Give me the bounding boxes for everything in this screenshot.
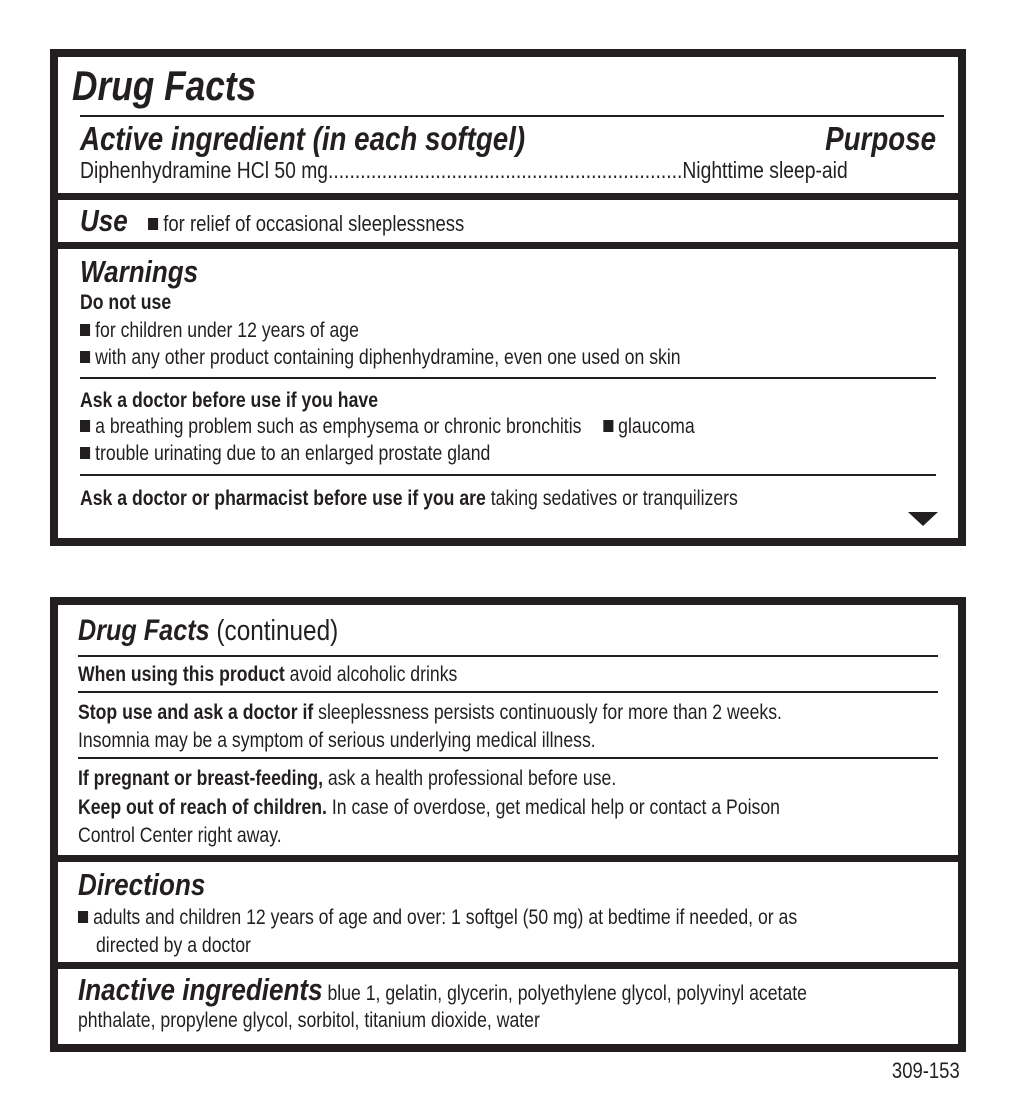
inactive-ingredients-line-2: phthalate, propylene glycol, sorbitol, titanium dioxide, water	[78, 1009, 540, 1032]
do-not-use-item: with any other product containing diphenhydramine, even one used on skin	[80, 344, 681, 371]
continued-arrow-icon	[908, 512, 938, 526]
lot-number: 309-153	[892, 1058, 960, 1083]
purpose-heading: Purpose	[825, 120, 936, 157]
do-not-use-heading: Do not use	[80, 291, 172, 314]
when-using-line: When using this product avoid alcoholic drinks	[78, 663, 458, 686]
section-divider	[80, 377, 936, 379]
section-divider	[80, 474, 936, 476]
drug-facts-continued-title: Drug Facts (continued)	[78, 614, 339, 647]
inactive-ingredients-line: Inactive ingredients blue 1, gelatin, glycerin, polyethylene glycol, polyvinyl acetate	[78, 972, 807, 1007]
directions-item: adults and children 12 years of age and over: 1 softgel (50 mg) at bedtime if needed, or as	[78, 904, 797, 931]
bullet-icon	[148, 218, 158, 230]
bullet-icon	[80, 351, 90, 363]
ask-doctor-item: trouble urinating due to an enlarged prostate gland	[80, 440, 490, 467]
bullet-icon	[78, 911, 88, 923]
drug-facts-title: Drug Facts	[72, 62, 257, 109]
warnings-heading: Warnings	[80, 254, 199, 289]
stop-use-line-2: Insomnia may be a symptom of serious underlying medical illness.	[78, 729, 596, 752]
do-not-use-item: for children under 12 years of age	[80, 317, 359, 344]
keep-out-line-2: Control Center right away.	[78, 824, 282, 847]
use-heading: Use	[80, 203, 128, 238]
use-text: for relief of occasional sleeplessness	[163, 211, 465, 236]
directions-heading: Directions	[78, 867, 206, 902]
ask-doctor-heading: Ask a doctor before use if you have	[80, 389, 379, 412]
directions-item-2: directed by a doctor	[96, 934, 251, 957]
ingredient-row: Diphenhydramine HCl 50 mg..................................................................Nighttime sleep-aid	[80, 157, 848, 183]
bullet-icon	[80, 420, 90, 432]
drug-facts-panel	[50, 49, 966, 546]
ask-pharmacist-line: Ask a doctor or pharmacist before use if you are taking sedatives or tranquilizers	[80, 487, 738, 510]
bullet-icon	[603, 420, 613, 432]
bullet-icon	[80, 447, 90, 459]
stop-use-line: Stop use and ask a doctor if sleeplessness persists continuously for more than 2 weeks.	[78, 701, 782, 724]
bullet-icon	[80, 324, 90, 336]
active-ingredient-heading: Active ingredient (in each softgel)	[80, 120, 526, 157]
ask-doctor-item: a breathing problem such as emphysema or chronic bronchitis glaucoma	[80, 413, 695, 440]
drug-facts-continued-panel	[50, 597, 966, 1052]
pregnant-line: If pregnant or breast-feeding, ask a health professional before use.	[78, 767, 617, 790]
keep-out-line: Keep out of reach of children. In case of overdose, get medical help or contact a Poison	[78, 796, 780, 819]
